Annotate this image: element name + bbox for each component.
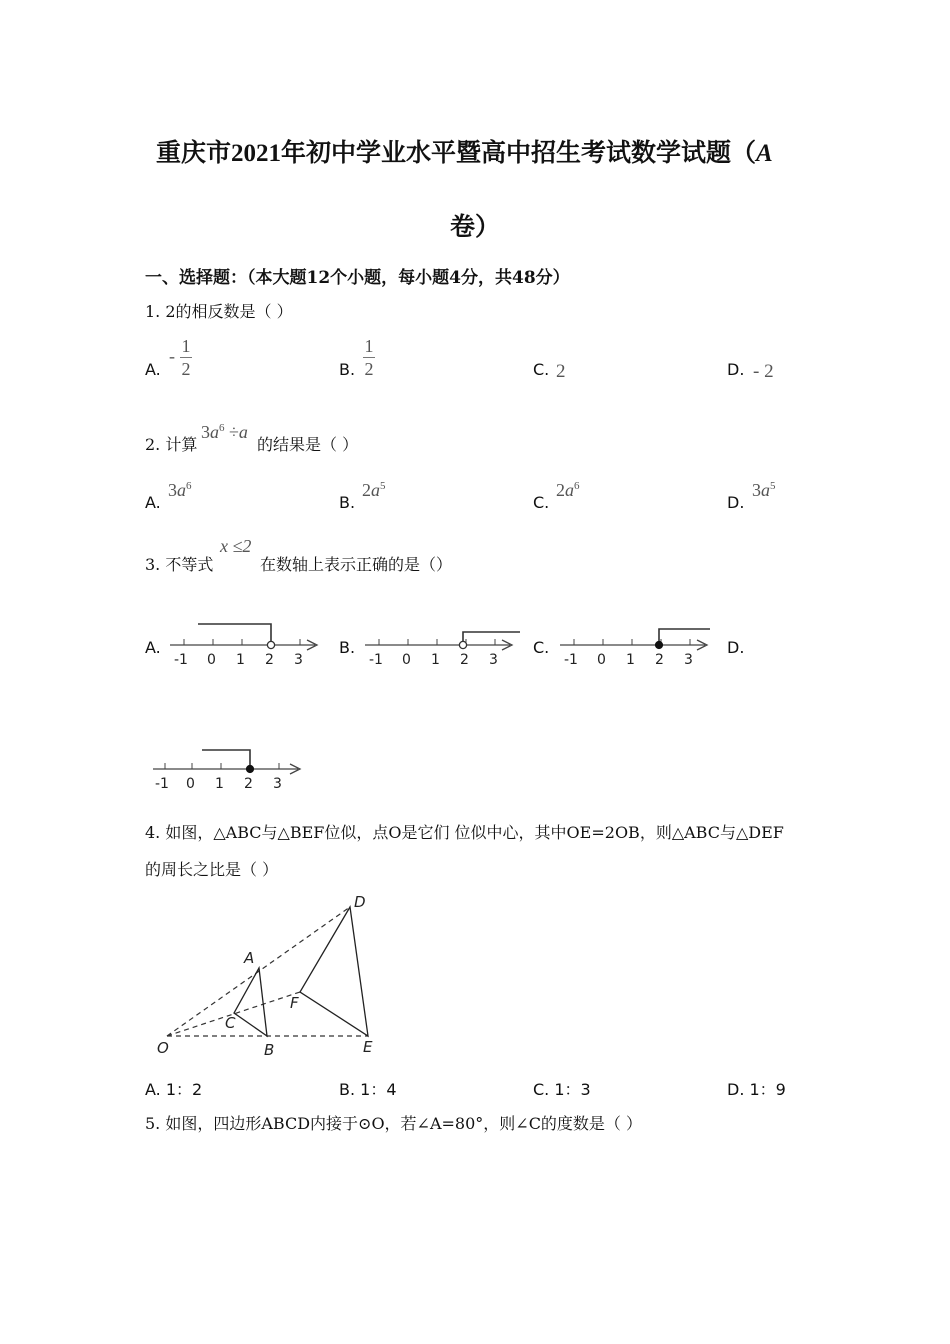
svg-text:-1: -1 — [155, 776, 169, 792]
svg-text:2: 2 — [460, 652, 469, 668]
point-label-o: O — [157, 1039, 169, 1057]
title-line-2: 卷） — [450, 212, 501, 241]
title-year: 2021 — [231, 140, 282, 167]
q2-d-coef: 3 — [752, 480, 761, 500]
q1-option-c-value: 2 — [556, 361, 566, 382]
q2-a-coef: 3 — [168, 480, 177, 500]
svg-text:1: 1 — [236, 652, 245, 668]
q4-option-a: A. 1：2 — [145, 1080, 203, 1099]
q1-option-a-fraction — [180, 336, 192, 379]
svg-text:2: 2 — [244, 776, 253, 792]
fraction-bar — [363, 357, 375, 358]
svg-text:0: 0 — [597, 652, 606, 668]
point-label-a: A — [244, 949, 255, 967]
q2-option-c-value — [556, 480, 580, 501]
q2-option-b-label: B. — [339, 493, 356, 512]
title-rest: 年初中学业水平暨高中招生考试数学试题（ — [281, 138, 757, 167]
point-label-e: E — [363, 1038, 373, 1056]
q4-figure — [150, 890, 390, 1062]
svg-text:0: 0 — [207, 652, 216, 668]
q3-prefix: 3. 不等式 — [145, 555, 214, 574]
q2-expr-exp: 6 — [219, 422, 225, 434]
q2-expr-var: a — [210, 422, 219, 442]
q2-a-exp: 6 — [186, 480, 192, 492]
q4-option-c: C. 1：3 — [533, 1080, 591, 1099]
q1-b-denominator: 2 — [364, 359, 374, 379]
q2-b-exp: 5 — [380, 480, 386, 492]
svg-text:0: 0 — [402, 652, 411, 668]
q2-expression — [201, 422, 248, 443]
q4-option-d: D. 1：9 — [727, 1080, 786, 1099]
point-label-c: C — [225, 1014, 236, 1032]
q1-option-d-label: D. — [727, 360, 745, 379]
title-line-1 — [156, 133, 773, 169]
svg-text:0: 0 — [186, 776, 195, 792]
q2-option-a-value — [168, 480, 192, 501]
q1-option-a-sign: - — [169, 346, 175, 366]
svg-text:1: 1 — [215, 776, 224, 792]
svg-text:1: 1 — [431, 652, 440, 668]
q1-option-c-label: C. — [533, 360, 550, 379]
q3-suffix: 在数轴上表示正确的是（） — [260, 555, 453, 574]
svg-text:-1: -1 — [369, 652, 383, 668]
point-label-d: D — [354, 893, 366, 911]
q1-stem: 1. 2的相反数是（ ） — [145, 302, 293, 321]
q4-stem-line-1: 4. 如图，△ABC与△BEF位似，点O是它们 位似中心，其中OE=2OB，则△ABC与△DEF — [145, 823, 784, 842]
svg-text:-1: -1 — [564, 652, 578, 668]
q5-stem: 5. 如图，四边形ABCD内接于⊙O，若∠A=80°，则∠C的度数是（ ） — [145, 1114, 643, 1133]
q3-numberline-d — [148, 742, 308, 798]
q1-b-numerator: 1 — [364, 336, 374, 356]
svg-text:3: 3 — [294, 652, 303, 668]
q3-numberline-c — [555, 618, 720, 674]
q2-b-coef: 2 — [362, 480, 371, 500]
title-a: A — [756, 140, 773, 167]
q1-option-a-label: A. — [145, 360, 161, 379]
svg-text:-1: -1 — [174, 652, 188, 668]
q2-expr-coef: 3 — [201, 422, 210, 442]
q1-option-b-fraction — [363, 336, 375, 379]
q1-option-d-value: - 2 — [753, 361, 774, 382]
q4-option-b: B. 1：4 — [339, 1080, 397, 1099]
q2-d-var: a — [761, 480, 770, 500]
svg-text:3: 3 — [489, 652, 498, 668]
q2-d-exp: 5 — [770, 480, 776, 492]
q2-expr-var2: a — [238, 422, 248, 442]
q2-option-c-label: C. — [533, 493, 550, 512]
svg-text:2: 2 — [265, 652, 274, 668]
q2-c-exp: 6 — [574, 480, 580, 492]
q3-numberline-a — [165, 618, 325, 674]
q2-b-var: a — [371, 480, 380, 500]
q1-a-denominator: 2 — [181, 359, 191, 379]
point-label-f: F — [290, 994, 299, 1012]
q2-option-b-value — [362, 480, 386, 501]
section-header: 一、选择题：（本大题12个小题，每小题4分，共48分） — [145, 268, 570, 288]
q3-option-a-label: A. — [145, 638, 161, 657]
q2-a-var: a — [177, 480, 186, 500]
q3-option-c-label: C. — [533, 638, 550, 657]
svg-text:2: 2 — [655, 652, 664, 668]
q2-c-coef: 2 — [556, 480, 565, 500]
q4-stem-line-2: 的周长之比是（ ） — [145, 860, 279, 879]
q2-option-d-value — [752, 480, 776, 501]
q3-option-d-label: D. — [727, 638, 745, 657]
q1-a-numerator: 1 — [181, 336, 191, 356]
q3-option-b-label: B. — [339, 638, 356, 657]
q3-inequality: x ≤2 — [220, 536, 252, 556]
q2-c-var: a — [565, 480, 574, 500]
svg-text:3: 3 — [273, 776, 282, 792]
q2-expr-div: ÷ — [224, 422, 239, 442]
q2-prefix: 2. 计算 — [145, 435, 198, 454]
q1-option-b-label: B. — [339, 360, 356, 379]
q2-suffix: 的结果是（ ） — [257, 435, 359, 454]
point-label-b: B — [264, 1041, 275, 1059]
q2-option-d-label: D. — [727, 493, 745, 512]
fraction-bar — [180, 357, 192, 358]
svg-text:1: 1 — [626, 652, 635, 668]
q3-numberline-b — [360, 618, 525, 674]
svg-text:3: 3 — [684, 652, 693, 668]
title-prefix: 重庆市 — [156, 138, 232, 167]
q2-option-a-label: A. — [145, 493, 161, 512]
